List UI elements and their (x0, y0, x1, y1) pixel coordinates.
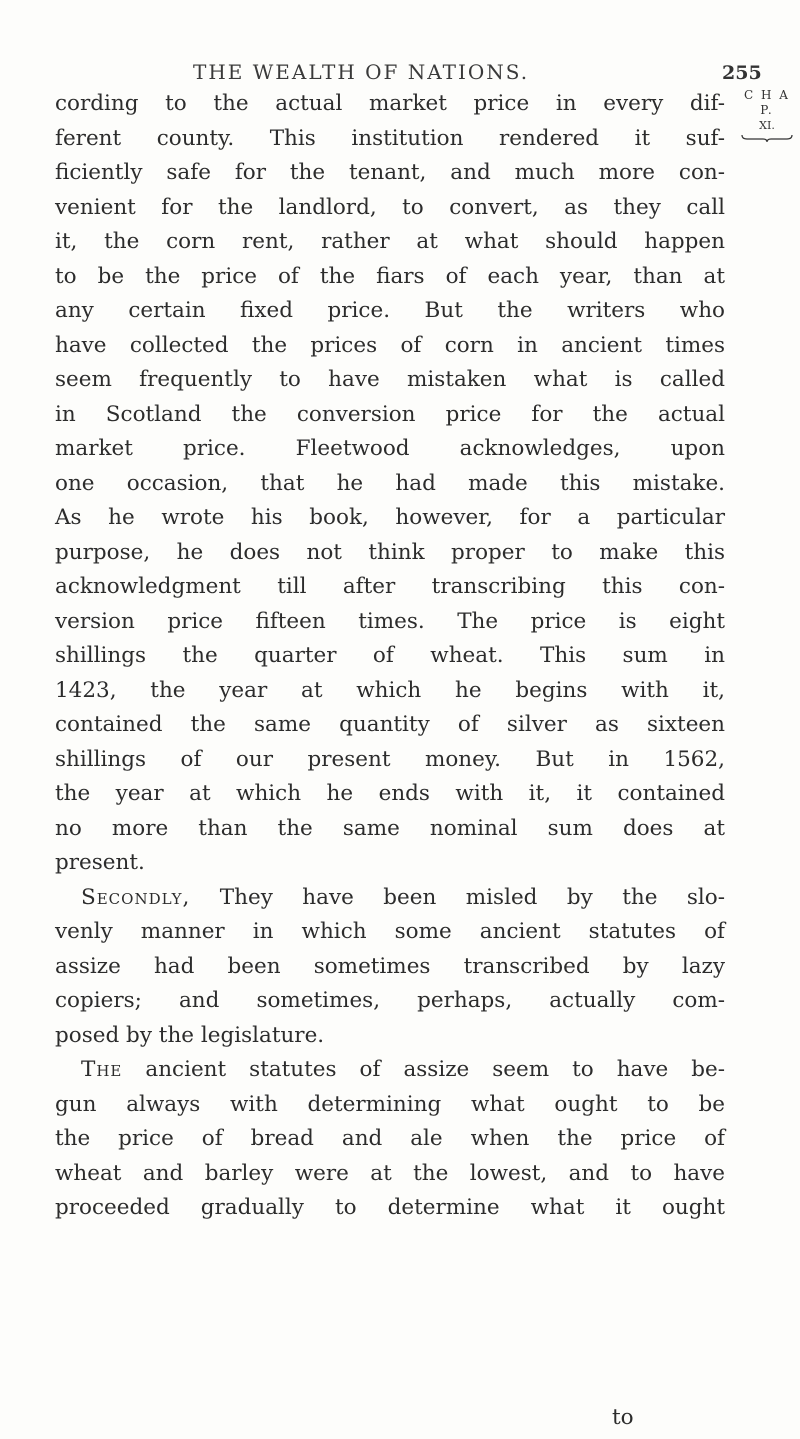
paragraph-lead-word: The (81, 1057, 123, 1082)
text-line: gun always with determining what ought to be (55, 1091, 725, 1117)
text-line: version price fifteen times. The price is eight (55, 608, 725, 634)
text-line: As he wrote his book, however, for a particular (55, 505, 725, 530)
paragraph-opening-line (55, 881, 725, 916)
text-line: present. (55, 850, 145, 875)
paragraph-opening-text: ancient statutes of assize seem to have be- (145, 1057, 725, 1082)
text-line: market price. Fleetwood acknowledges, upon (55, 436, 725, 461)
chapter-label: C H A P. (744, 88, 790, 117)
text-line: venly manner in which some ancient statutes of (55, 919, 725, 944)
chapter-margin-note (735, 88, 799, 142)
text-line: 1423, the year at which he begins with it, (55, 677, 725, 703)
text-line: wheat and barley were at the lowest, and to have (55, 1160, 725, 1186)
text-line: contained the same quantity of silver as sixteen (55, 712, 725, 737)
text-line: in Scotland the conversion price for the actual (55, 401, 725, 427)
paragraph-opening-line (55, 1053, 725, 1088)
text-line: to be the price of the fiars of each year, than at (55, 263, 725, 289)
brace-icon (741, 134, 793, 142)
text-line: the year at which he ends with it, it contained (55, 781, 725, 806)
text-line: shillings the quarter of wheat. This sum in (55, 643, 725, 668)
text-line: have collected the prices of corn in ancient times (55, 332, 725, 358)
text-line: purpose, he does not think proper to make this (55, 539, 725, 565)
text-line: no more than the same nominal sum does at (55, 815, 725, 841)
text-line: acknowledgment till after transcribing this con- (55, 574, 725, 599)
text-line: the price of bread and ale when the price of (55, 1126, 725, 1151)
paragraph-opening-text: They have been misled by the slo- (219, 884, 725, 910)
text-line: proceeded gradually to determine what it ought (55, 1195, 725, 1220)
text-line: one occasion, that he had made this mistake. (55, 470, 725, 496)
text-line: ficiently safe for the tenant, and much more con- (55, 160, 725, 185)
text-line: it, the corn rent, rather at what should happen (55, 229, 725, 254)
text-line: assize had been sometimes transcribed by lazy (55, 953, 725, 979)
chapter-number: XI. (759, 119, 775, 132)
running-head: THE WEALTH OF NATIONS. (193, 60, 530, 84)
text-line: seem frequently to have mistaken what is called (55, 367, 725, 392)
text-line: ferent county. This institution rendered it suf- (55, 125, 725, 151)
paragraph-lead-word: Secondly, (81, 884, 191, 910)
text-line: cording to the actual market price in every dif- (55, 91, 725, 116)
body-text (55, 87, 725, 1226)
text-line: shillings of our present money. But in 1562, (55, 746, 725, 772)
text-line: posed by the legislature. (55, 1022, 325, 1048)
page-number: 255 (722, 62, 762, 84)
text-line: copiers; and sometimes, perhaps, actually com- (55, 988, 725, 1013)
text-line: venient for the landlord, to convert, as they call (55, 194, 725, 220)
catchword: to (612, 1405, 634, 1430)
text-line: any certain fixed price. But the writers who (55, 298, 725, 323)
